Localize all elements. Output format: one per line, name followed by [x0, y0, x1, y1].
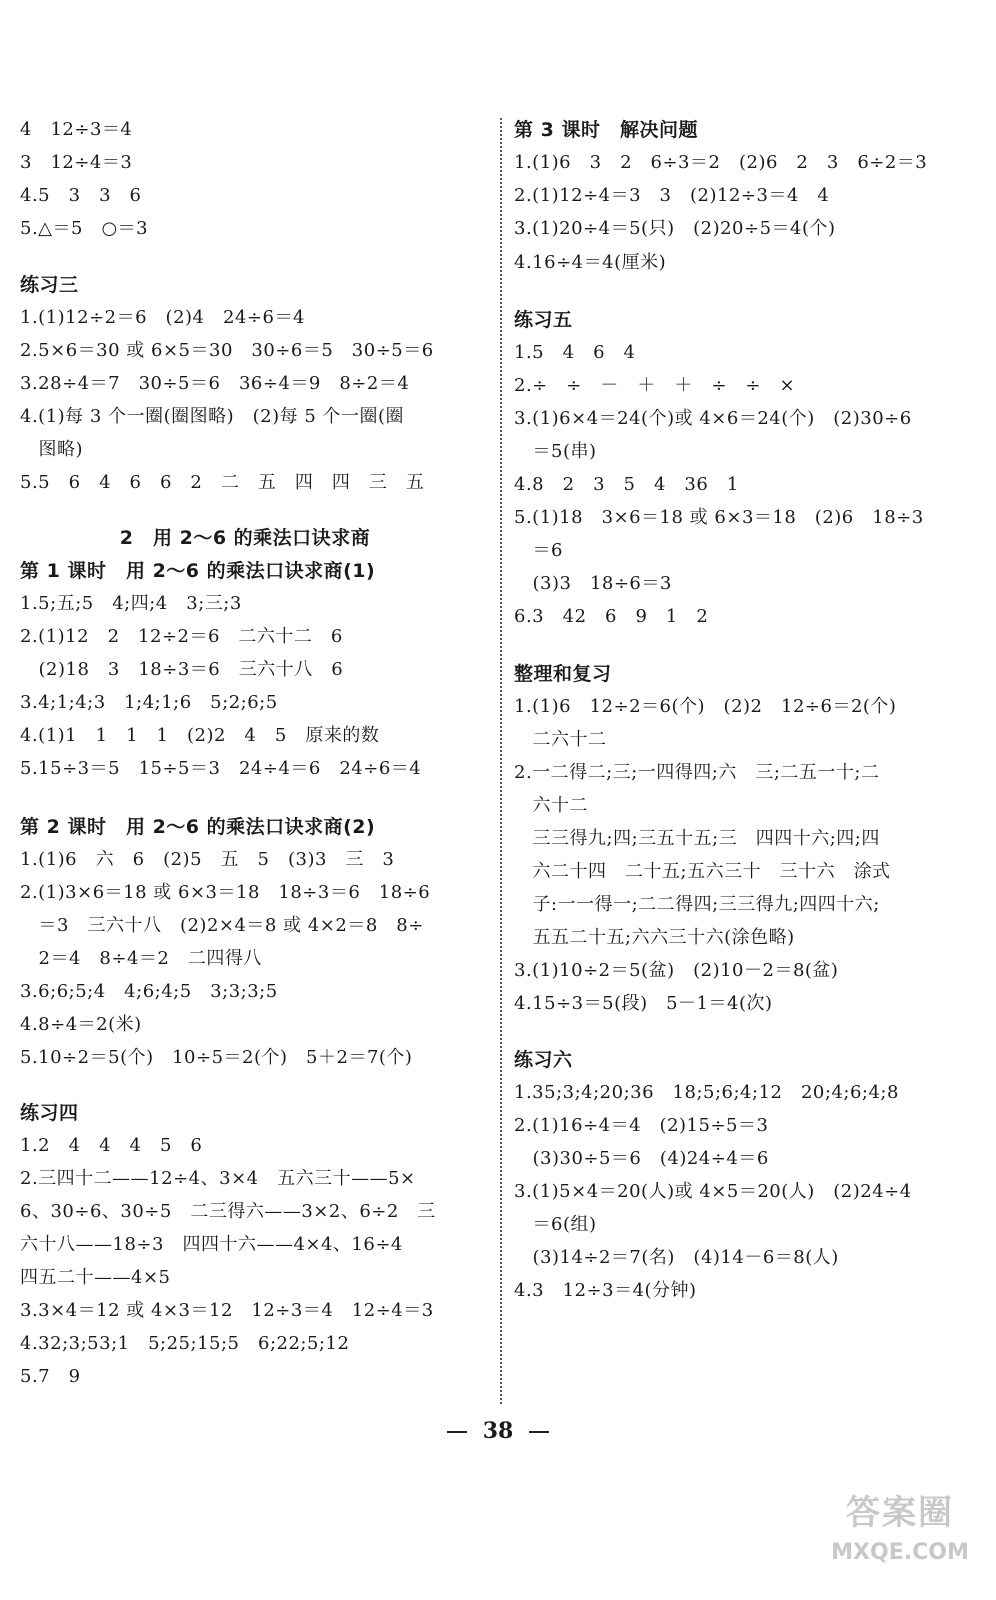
answer-line: 3.28÷4＝7 30÷5＝6 36÷4＝9 8÷2＝4 [20, 373, 410, 394]
answer-line: 二六十二 [514, 729, 607, 750]
answer-line: 1.(1)6 12÷2＝6(个) (2)2 12÷6＝2(个) [514, 696, 897, 717]
answer-line: 4 12÷3＝4 [20, 119, 133, 140]
section-heading: 练习六 [514, 1049, 573, 1071]
section-heading: 第 1 课时 用 2～6 的乘法口诀求商(1) [20, 560, 376, 582]
column-divider [500, 118, 502, 1404]
answer-line: 4.8 2 3 5 4 36 1 [514, 474, 739, 495]
answer-line: ＝3 三六十八 (2)2×4＝8 或 4×2＝8 8÷ [20, 915, 424, 936]
answer-line: 2.5×6＝30 或 6×5＝30 30÷6＝5 30÷5＝6 [20, 340, 434, 361]
answer-line: 2.(1)16÷4＝4 (2)15÷5＝3 [514, 1115, 769, 1136]
answer-line: 1.(1)6 3 2 6÷3＝2 (2)6 2 3 6÷2＝3 [514, 152, 928, 173]
answer-line: 3.(1)5×4＝20(人)或 4×5＝20(人) (2)24÷4 [514, 1181, 912, 1202]
answer-line: 5.(1)18 3×6＝18 或 6×3＝18 (2)6 18÷3 [514, 507, 924, 528]
section-heading: 第 3 课时 解决问题 [514, 119, 698, 141]
answer-line: 6、30÷6、30÷5 二三得六——3×2、6÷2 三 [20, 1201, 436, 1222]
answer-line: 2.(1)12 2 12÷2＝6 二六十二 6 [20, 626, 343, 647]
answer-line: 1.2 4 4 4 5 6 [20, 1135, 203, 1156]
section-heading: 练习三 [20, 274, 79, 296]
answer-line: 2.÷ ÷ － ＋ ＋ ÷ ÷ × [514, 375, 796, 396]
answer-line: 2.(1)3×6＝18 或 6×3＝18 18÷3＝6 18÷6 [20, 882, 431, 903]
section-heading: 第 2 课时 用 2～6 的乘法口诀求商(2) [20, 816, 376, 838]
answer-line: (3)3 18÷6＝3 [514, 573, 672, 594]
answer-line: 5.15÷3＝5 15÷5＝3 24÷4＝6 24÷6＝4 [20, 758, 422, 779]
answer-line: 5.10÷2＝5(个) 10÷5＝2(个) 5＋2＝7(个) [20, 1047, 413, 1068]
answer-line: 子:一一得一;二二得四;三三得九;四四十六; [514, 894, 880, 915]
section-heading: 2 用 2～6 的乘法口诀求商 [119, 527, 371, 549]
answer-line: 六十八——18÷3 四四十六——4×4、16÷4 [20, 1234, 403, 1255]
answer-line: ＝6(组) [514, 1214, 597, 1235]
answer-line: ＝5(串) [514, 441, 597, 462]
answer-line: ＝6 [514, 540, 563, 561]
answer-line: 五五二十五;六六三十六(涂色略) [514, 927, 795, 948]
answer-line: 6.3 42 6 9 1 2 [514, 606, 709, 627]
answer-line: 2＝4 8÷4＝2 二四得八 [20, 948, 262, 969]
answer-line: (3)30÷5＝6 (4)24÷4＝6 [514, 1148, 769, 1169]
answer-line: 1.5;五;5 4;四;4 3;三;3 [20, 593, 242, 614]
answer-line: 3.3×4＝12 或 4×3＝12 12÷3＝4 12÷4＝3 [20, 1300, 434, 1321]
section-heading: 练习四 [20, 1102, 79, 1124]
answer-line: 四五二十——4×5 [20, 1267, 171, 1288]
answer-line: 2.三四十二——12÷4、3×4 五六三十——5× [20, 1168, 416, 1189]
answer-line: 3.(1)6×4＝24(个)或 4×6＝24(个) (2)30÷6 [514, 408, 912, 429]
answer-line: 4.16÷4＝4(厘米) [514, 252, 667, 273]
answer-line: (2)18 3 18÷3＝6 三六十八 6 [20, 659, 344, 680]
answer-line: 4.(1)每 3 个一圈(圈图略) (2)每 5 个一圈(圈 [20, 406, 405, 427]
answer-line: 3.(1)20÷4＝5(只) (2)20÷5＝4(个) [514, 218, 836, 239]
answer-line: 1.35;3;4;20;36 18;5;6;4;12 20;4;6;4;8 [514, 1082, 899, 1103]
page-number: 38 [0, 1416, 996, 1446]
answer-line: 3.4;1;4;3 1;4;1;6 5;2;6;5 [20, 692, 278, 713]
answer-line: 1.(1)12÷2＝6 (2)4 24÷6＝4 [20, 307, 305, 328]
answer-line: 4.5 3 3 6 [20, 185, 142, 206]
answer-line: 1.5 4 6 4 [514, 342, 636, 363]
answer-line: (3)14÷2＝7(名) (4)14－6＝8(人) [514, 1247, 839, 1268]
answer-line: 图略) [20, 439, 84, 460]
answer-line: 3.6;6;5;4 4;6;4;5 3;3;3;5 [20, 981, 278, 1002]
answer-line: 4.(1)1 1 1 1 (2)2 4 5 原来的数 [20, 725, 380, 746]
answer-line: 三三得九;四;三五十五;三 四四十六;四;四 [514, 828, 880, 849]
answer-line: 六十二 [514, 795, 588, 816]
watermark-logo: 答案圈 MXQE.COM [831, 1493, 969, 1565]
answer-line: 1.(1)6 六 6 (2)5 五 5 (3)3 三 3 [20, 849, 395, 870]
section-heading: 整理和复习 [514, 663, 612, 685]
section-heading: 练习五 [514, 309, 573, 331]
answer-line: 5.△＝5 ○＝3 [20, 218, 149, 239]
answer-line: 5.7 9 [20, 1366, 81, 1387]
answer-line: 4.3 12÷3＝4(分钟) [514, 1280, 697, 1301]
answer-line: 5.5 6 4 6 6 2 二 五 四 四 三 五 [20, 472, 425, 493]
answer-line: 4.15÷3＝5(段) 5－1＝4(次) [514, 993, 773, 1014]
answer-line: 2.(1)12÷4＝3 3 (2)12÷3＝4 4 [514, 185, 830, 206]
answer-line: 3.(1)10÷2＝5(盆) (2)10－2＝8(盆) [514, 960, 839, 981]
answer-line: 4.32;3;53;1 5;25;15;5 6;22;5;12 [20, 1333, 350, 1354]
answer-line: 2.一二得二;三;一四得四;六 三;二五一十;二 [514, 762, 880, 783]
answer-line: 4.8÷4＝2(米) [20, 1014, 142, 1035]
answer-line: 六二十四 二十五;五六三十 三十六 涂式 [514, 861, 891, 882]
answer-line: 3 12÷4＝3 [20, 152, 133, 173]
